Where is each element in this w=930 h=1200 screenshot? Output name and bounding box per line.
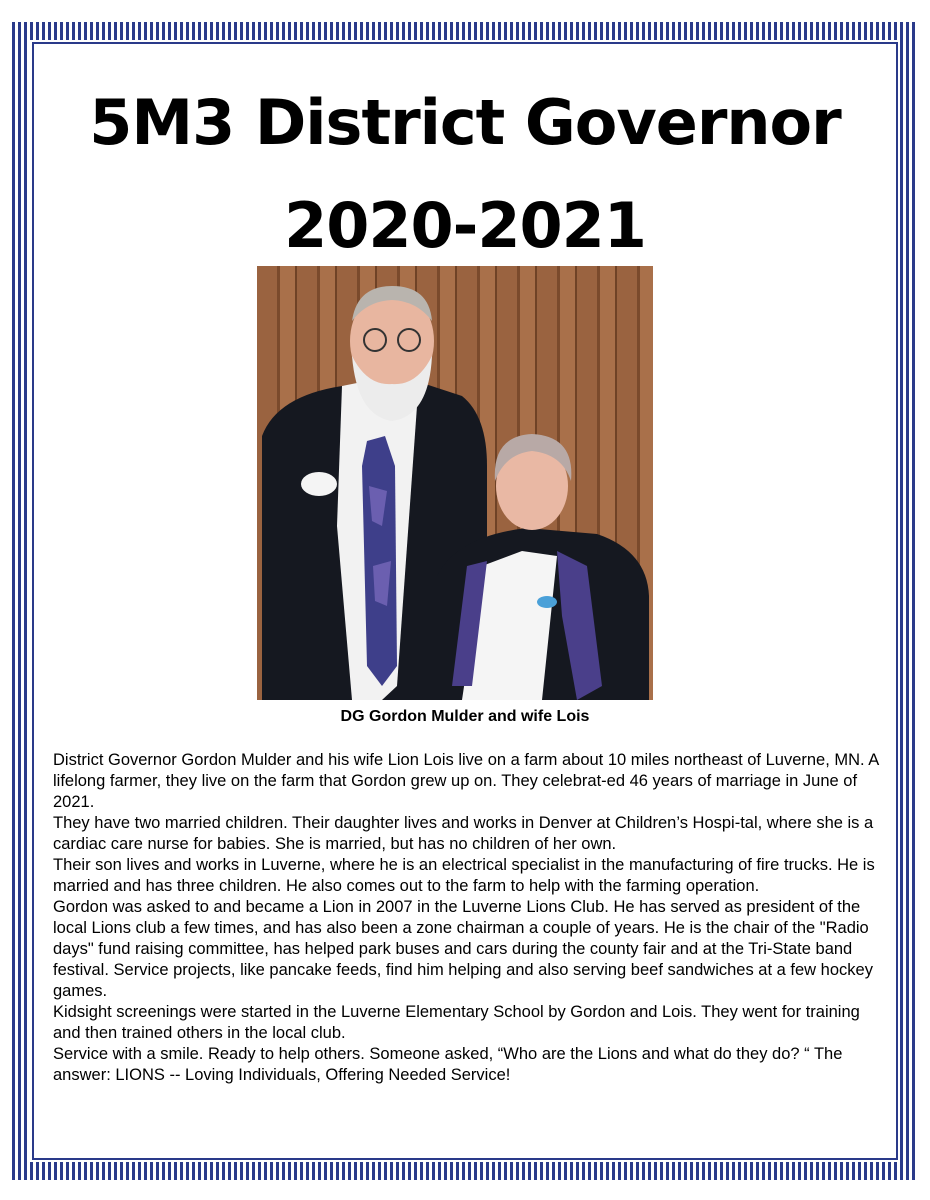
governor-photo [257, 266, 653, 700]
page-title: 5M3 District Governor [89, 86, 841, 159]
photo-illustration [257, 266, 653, 700]
paragraph: Service with a smile. Ready to help others. Someone asked, “Who are the Lions and what do they do? “ The answer: LIONS -- Loving Individuals, Offering Needed Service! [53, 1045, 843, 1084]
page-subtitle-years: 2020-2021 [284, 189, 646, 262]
paragraph: Their son lives and works in Luverne, where he is an electrical specialist in the manufacturing of fire trucks. He is married and has three children. He also comes out to the farm to help with the farming operation. [53, 856, 875, 895]
paragraph: Gordon was asked to and became a Lion in 2007 in the Luverne Lions Club. He has served as president of the local Lions club a few times, and has also been a zone chairman a couple of years. He is the chair of the "Radio days" fund raising committee, has helped park buses and cars during the county fair and at the Tri-State band festival. Service projects, like pancake feeds, find him helping and also serving beef sandwiches at a few hockey games. [53, 898, 873, 1000]
article-body [53, 750, 883, 1086]
paragraph: District Governor Gordon Mulder and his wife Lion Lois live on a farm about 10 miles northeast of Luverne, MN. A lifelong farmer, they live on the farm that Gordon grew up on. They celebrat-ed 46 years of marriage in June of 2021. [53, 751, 879, 811]
paragraph: Kidsight screenings were started in the Luverne Elementary School by Gordon and Lois. They went for training and then trained others in the local club. [53, 1003, 860, 1042]
paragraph: They have two married children. Their daughter lives and works in Denver at Children’s Hospi-tal, where she is a cardiac care nurse for babies. She is married, but has no children of her own. [53, 814, 874, 853]
photo-caption: DG Gordon Mulder and wife Lois [340, 708, 590, 725]
